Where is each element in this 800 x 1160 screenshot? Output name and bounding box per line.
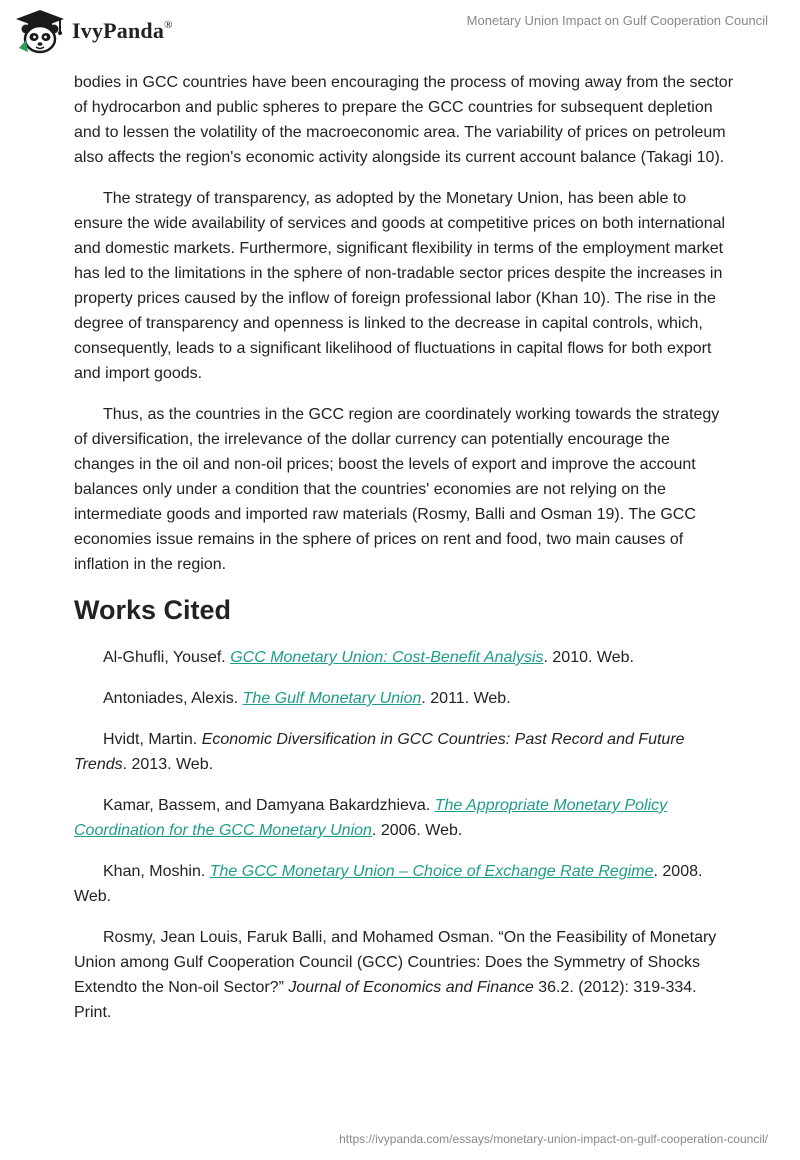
citation-6: Rosmy, Jean Louis, Faruk Balli, and Mohamed Osman. “On the Feasibility of Monetary Union among Gulf Cooperation Council (GCC) Countries: Does the Symmetry of Shocks Extendto the Non-oil Sector?” Journal of Economics and Finance 36.2. (2012): 319-334. Print. — [74, 929, 717, 1021]
ivypanda-logo[interactable] — [14, 8, 173, 54]
citation-1: Al-Ghufli, Yousef. GCC Monetary Union: Cost-Benefit Analysis. 2010. Web. — [103, 649, 634, 666]
brand-name: IvyPanda® — [72, 18, 173, 43]
essay-content — [74, 70, 734, 1041]
paragraph-1: bodies in GCC countries have been encouraging the process of moving away from the sector of hydrocarbon and public spheres to prepare the GCC countries for subsequent depletion and to lessen the volatility of the macroeconomic area. The variability of prices on petroleum also affects the region's economic activity alongside its current account balance (Takagi 10). — [74, 74, 734, 166]
citation-link[interactable]: The Gulf Monetary Union — [242, 690, 422, 707]
page-header — [0, 0, 800, 64]
page-url: https://ivypanda.com/essays/monetary-union-impact-on-gulf-cooperation-council/ — [339, 1132, 768, 1146]
citation-link[interactable]: The GCC Monetary Union – Choice of Exchange Rate Regime — [209, 863, 654, 880]
citation-2: Antoniades, Alexis. The Gulf Monetary Union. 2011. Web. — [103, 690, 511, 707]
citation-title: Journal of Economics and Finance — [288, 979, 534, 996]
citation-link[interactable]: GCC Monetary Union: Cost-Benefit Analysis — [230, 649, 544, 666]
citation-link[interactable]: The Appropriate Monetary Policy Coordination for the GCC Monetary Union — [74, 797, 668, 839]
citation-5: Khan, Moshin. The GCC Monetary Union – Choice of Exchange Rate Regime. 2008. Web. — [74, 863, 703, 905]
paragraph-2: The strategy of transparency, as adopted by the Monetary Union, has been able to ensure the wide availability of services and goods at competitive prices on both international and domestic markets. Furthermore, significant flexibility in terms of the employment market has led to the limitations in the sphere of non-tradable sector prices despite the increases in property prices caused by the inflow of foreign professional labor (Khan 10). The rise in the degree of transparency and openness is linked to the decrease in capital controls, which, consequently, leads to a significant likelihood of fluctuations in capital flows for both export and import goods. — [74, 190, 726, 382]
panda-graduate-icon — [14, 8, 66, 54]
works-cited-heading: Works Cited — [74, 595, 232, 625]
citation-title: Economic Diversification in GCC Countries: Past Record and Future Trends — [74, 731, 685, 773]
paragraph-3: Thus, as the countries in the GCC region are coordinately working towards the strategy of diversification, the irrelevance of the dollar currency can potentially encourage the changes in the oil and non-oil prices; boost the levels of export and improve the account balances only under a condition that the countries' economies are not relying on the intermediate goods and imported raw materials (Rosmy, Balli and Osman 19). The GCC economies issue remains in the sphere of prices on rent and food, two main causes of inflation in the region. — [74, 406, 720, 573]
document-title: Monetary Union Impact on Gulf Cooperation Council — [466, 13, 768, 28]
citation-4: Kamar, Bassem, and Damyana Bakardzhieva. The Appropriate Monetary Policy Coordination for the GCC Monetary Union. 2006. Web. — [74, 797, 668, 839]
citation-3: Hvidt, Martin. Economic Diversification in GCC Countries: Past Record and Future Trends. 2013. Web. — [74, 731, 685, 773]
